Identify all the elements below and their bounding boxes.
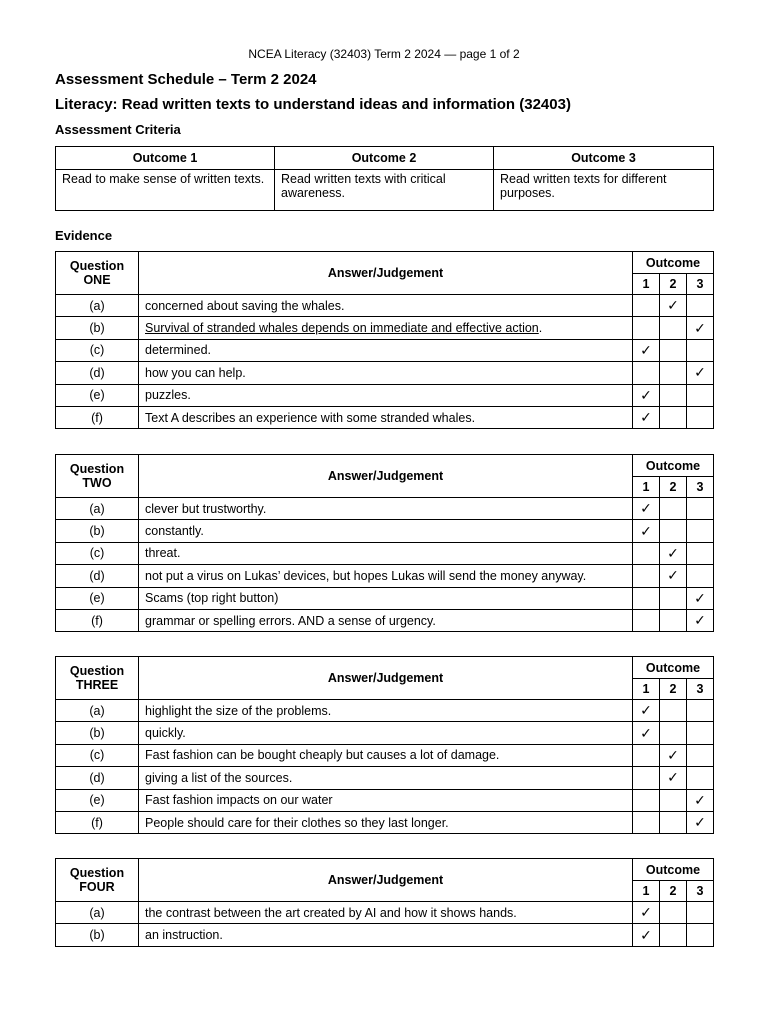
outcome-cell-empty [660, 317, 687, 339]
answer-cell: giving a list of the sources. [139, 767, 633, 789]
question-label: Question [69, 462, 125, 476]
question-header [56, 859, 139, 902]
outcome-cell-empty [633, 744, 660, 766]
outcome-number-1: 1 [633, 881, 660, 902]
criteria-header-1: Outcome 1 [56, 147, 275, 170]
question-number: ONE [83, 273, 111, 287]
question-header [56, 455, 139, 498]
question-number: FOUR [79, 880, 115, 894]
outcome-number-3: 3 [687, 881, 714, 902]
answer-cell: determined. [139, 339, 633, 361]
outcome-cell-empty [660, 609, 687, 631]
part-label: (a) [56, 498, 139, 520]
outcome-cell-empty [687, 520, 714, 542]
outcome-cell-empty [687, 565, 714, 587]
table-row [56, 384, 714, 406]
outcome-cell-empty [687, 406, 714, 428]
table-row [56, 295, 714, 317]
answer-cell: Fast fashion can be bought cheaply but causes a lot of damage. [139, 744, 633, 766]
outcome-number-2: 2 [660, 274, 687, 295]
question-header [56, 657, 139, 700]
table-row [56, 924, 714, 946]
outcome-number-2: 2 [660, 477, 687, 498]
evidence-heading: Evidence [55, 228, 113, 243]
outcome-cell-empty [633, 609, 660, 631]
answer-cell: puzzles. [139, 384, 633, 406]
table-row [56, 317, 714, 339]
answer-judgement-header: Answer/Judgement [139, 252, 633, 295]
part-label: (c) [56, 744, 139, 766]
check-mark-icon: ✓ [660, 744, 687, 766]
criteria-header-3: Outcome 3 [494, 147, 714, 170]
answer-cell: People should care for their clothes so they last longer. [139, 811, 633, 833]
outcome-cell-empty [660, 406, 687, 428]
question-label: Question [69, 866, 125, 880]
answer-cell: an instruction. [139, 924, 633, 946]
outcome-cell-empty [633, 295, 660, 317]
check-mark-icon: ✓ [687, 811, 714, 833]
table-row [56, 565, 714, 587]
outcome-header: Outcome [633, 455, 714, 477]
part-label: (d) [56, 362, 139, 384]
outcome-cell-empty [687, 384, 714, 406]
answer-cell: threat. [139, 542, 633, 564]
check-mark-icon: ✓ [687, 609, 714, 631]
answer-underlined: Survival of stranded whales depends on immediate and effective action [145, 321, 539, 336]
table-row [56, 811, 714, 833]
criteria-table [55, 146, 714, 211]
outcome-cell-empty [687, 722, 714, 744]
answer-cell: Text A describes an experience with some stranded whales. [139, 406, 633, 428]
part-label: (b) [56, 924, 139, 946]
answer-cell: Fast fashion impacts on our water [139, 789, 633, 811]
outcome-cell-empty [687, 339, 714, 361]
outcome-cell-empty [660, 520, 687, 542]
answer-cell: highlight the size of the problems. [139, 700, 633, 722]
part-label: (f) [56, 609, 139, 631]
table-row [56, 789, 714, 811]
criteria-description-3: Read written texts for different purposes. [494, 170, 714, 211]
table-row [56, 722, 714, 744]
criteria-description-2: Read written texts with critical awareness. [275, 170, 494, 211]
check-mark-icon: ✓ [660, 542, 687, 564]
table-row [56, 339, 714, 361]
part-label: (c) [56, 542, 139, 564]
check-mark-icon: ✓ [633, 700, 660, 722]
outcome-number-3: 3 [687, 477, 714, 498]
table-row [56, 744, 714, 766]
outcome-cell-empty [660, 902, 687, 924]
check-mark-icon: ✓ [633, 722, 660, 744]
answer-cell: clever but trustworthy. [139, 498, 633, 520]
check-mark-icon: ✓ [687, 789, 714, 811]
outcome-cell-empty [633, 362, 660, 384]
outcome-cell-empty [660, 339, 687, 361]
check-mark-icon: ✓ [687, 317, 714, 339]
outcome-number-1: 1 [633, 274, 660, 295]
part-label: (d) [56, 565, 139, 587]
check-mark-icon: ✓ [633, 498, 660, 520]
outcome-header: Outcome [633, 859, 714, 881]
outcome-cell-empty [687, 744, 714, 766]
criteria-heading: Assessment Criteria [55, 122, 181, 137]
part-label: (e) [56, 789, 139, 811]
outcome-cell-empty [687, 767, 714, 789]
question-number: TWO [82, 476, 112, 490]
part-label: (a) [56, 295, 139, 317]
answer-cell: the contrast between the art created by AI and how it shows hands. [139, 902, 633, 924]
answer-cell: grammar or spelling errors. AND a sense of urgency. [139, 609, 633, 631]
outcome-cell-empty [660, 384, 687, 406]
outcome-number-1: 1 [633, 679, 660, 700]
outcome-cell-empty [633, 789, 660, 811]
answer-cell: how you can help. [139, 362, 633, 384]
outcome-number-1: 1 [633, 477, 660, 498]
outcome-cell-empty [633, 587, 660, 609]
outcome-number-3: 3 [687, 274, 714, 295]
evidence-table [55, 858, 714, 947]
answer-cell: Scams (top right button) [139, 587, 633, 609]
table-row [56, 587, 714, 609]
answer-judgement-header: Answer/Judgement [139, 455, 633, 498]
table-row [56, 902, 714, 924]
standard-title: Literacy: Read written texts to understand ideas and information (32403) [55, 96, 571, 113]
outcome-cell-empty [660, 811, 687, 833]
answer-tail: . [538, 321, 543, 336]
outcome-cell-empty [687, 924, 714, 946]
running-header: NCEA Literacy (32403) Term 2 2024 — page 1 of 2 [248, 47, 520, 61]
part-label: (a) [56, 902, 139, 924]
part-label: (c) [56, 339, 139, 361]
check-mark-icon: ✓ [633, 902, 660, 924]
outcome-cell-empty [660, 924, 687, 946]
part-label: (f) [56, 811, 139, 833]
table-row [56, 542, 714, 564]
outcome-cell-empty [660, 587, 687, 609]
outcome-header: Outcome [633, 252, 714, 274]
table-row [56, 498, 714, 520]
question-label: Question [69, 664, 125, 678]
table-row [56, 609, 714, 631]
question-header [56, 252, 139, 295]
part-label: (d) [56, 767, 139, 789]
check-mark-icon: ✓ [687, 362, 714, 384]
answer-cell: not put a virus on Lukas’ devices, but hopes Lukas will send the money anyway. [139, 565, 633, 587]
table-row [56, 362, 714, 384]
part-label: (f) [56, 406, 139, 428]
outcome-cell-empty [633, 565, 660, 587]
part-label: (b) [56, 520, 139, 542]
part-label: (e) [56, 587, 139, 609]
answer-judgement-header: Answer/Judgement [139, 657, 633, 700]
outcome-cell-empty [687, 700, 714, 722]
check-mark-icon: ✓ [633, 924, 660, 946]
check-mark-icon: ✓ [660, 565, 687, 587]
outcome-cell-empty [660, 700, 687, 722]
outcome-cell-empty [660, 722, 687, 744]
answer-cell: constantly. [139, 520, 633, 542]
answer-cell: concerned about saving the whales. [139, 295, 633, 317]
outcome-header: Outcome [633, 657, 714, 679]
question-label: Question [69, 259, 125, 273]
question-number: THREE [75, 678, 119, 692]
check-mark-icon: ✓ [660, 767, 687, 789]
outcome-cell-empty [633, 542, 660, 564]
evidence-table [55, 251, 714, 429]
table-row [56, 767, 714, 789]
outcome-cell-empty [660, 498, 687, 520]
outcome-number-3: 3 [687, 679, 714, 700]
answer-cell: quickly. [139, 722, 633, 744]
outcome-cell-empty [660, 362, 687, 384]
outcome-cell-empty [687, 902, 714, 924]
outcome-cell-empty [633, 317, 660, 339]
evidence-table [55, 656, 714, 834]
table-row [56, 700, 714, 722]
evidence-table [55, 454, 714, 632]
check-mark-icon: ✓ [633, 520, 660, 542]
part-label: (b) [56, 722, 139, 744]
check-mark-icon: ✓ [633, 339, 660, 361]
part-label: (e) [56, 384, 139, 406]
check-mark-icon: ✓ [660, 295, 687, 317]
table-row [56, 406, 714, 428]
outcome-cell-empty [633, 811, 660, 833]
schedule-title: Assessment Schedule – Term 2 2024 [55, 71, 317, 88]
criteria-header-2: Outcome 2 [275, 147, 494, 170]
answer-judgement-header: Answer/Judgement [139, 859, 633, 902]
outcome-cell-empty [687, 542, 714, 564]
part-label: (b) [56, 317, 139, 339]
table-row [56, 520, 714, 542]
check-mark-icon: ✓ [687, 587, 714, 609]
outcome-cell-empty [660, 789, 687, 811]
check-mark-icon: ✓ [633, 406, 660, 428]
outcome-cell-empty [687, 498, 714, 520]
part-label: (a) [56, 700, 139, 722]
answer-cell [139, 317, 633, 339]
check-mark-icon: ✓ [633, 384, 660, 406]
criteria-description-1: Read to make sense of written texts. [56, 170, 275, 211]
outcome-cell-empty [633, 767, 660, 789]
outcome-number-2: 2 [660, 881, 687, 902]
outcome-cell-empty [687, 295, 714, 317]
outcome-number-2: 2 [660, 679, 687, 700]
